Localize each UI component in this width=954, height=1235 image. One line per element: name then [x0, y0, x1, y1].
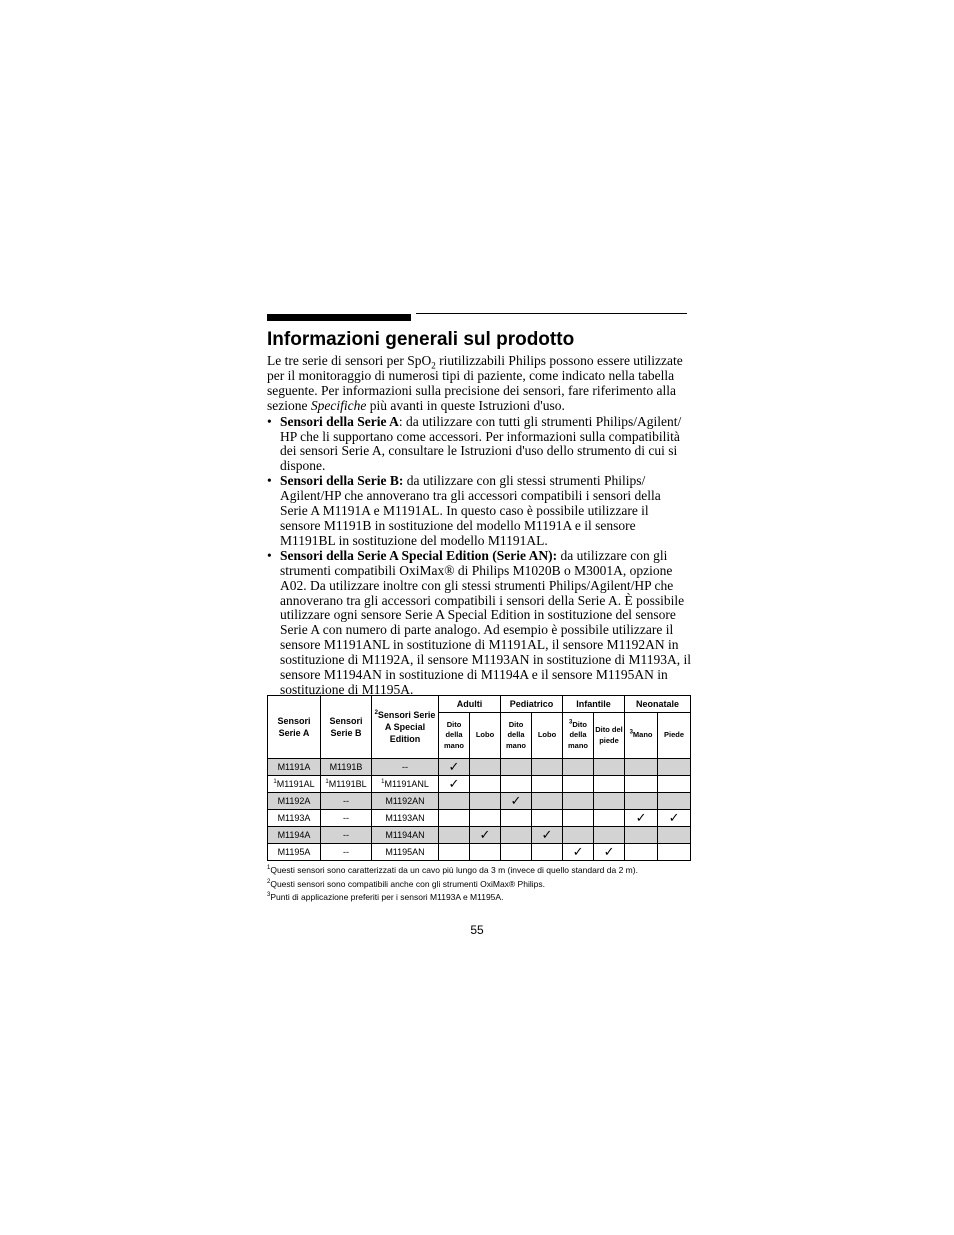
cell-site-1	[470, 810, 501, 827]
cell-site-4	[563, 759, 594, 776]
table-row	[268, 827, 691, 844]
cell-site-2	[501, 844, 532, 861]
check-icon: ✓	[448, 776, 460, 791]
cell-site-1	[470, 759, 501, 776]
page-title: Informazioni generali sul prodotto	[267, 329, 575, 350]
cell-series-an: --	[372, 759, 439, 776]
header-group-pediatrico: Pediatrico	[501, 696, 563, 713]
cell-site-1	[470, 793, 501, 810]
cell-site-0	[439, 810, 470, 827]
cell-site-0	[439, 759, 470, 776]
header-subcolumn-4: $^3$Dito della mano	[563, 713, 594, 759]
header-subcolumn-6: $^3$Mano	[625, 713, 658, 759]
sensor-compatibility-table	[267, 695, 691, 861]
cell-site-3	[532, 759, 563, 776]
table-row	[268, 759, 691, 776]
cell-series-b: M1191B	[321, 759, 372, 776]
cell-site-6	[625, 793, 658, 810]
header-subcolumn-0: Dito della mano	[439, 713, 470, 759]
cell-site-0	[439, 844, 470, 861]
check-icon: ✓	[668, 810, 680, 825]
cell-series-a: M1194A	[268, 827, 321, 844]
cell-site-0	[439, 776, 470, 793]
cell-site-7	[658, 827, 691, 844]
cell-series-b: --	[321, 810, 372, 827]
cell-site-7	[658, 844, 691, 861]
cell-series-b: --	[321, 793, 372, 810]
cell-series-a: $^1$M1191AL	[268, 776, 321, 793]
cell-site-2	[501, 827, 532, 844]
cell-site-5	[594, 810, 625, 827]
table-body	[268, 759, 691, 861]
table-row	[268, 776, 691, 793]
cell-site-4	[563, 776, 594, 793]
cell-site-3	[532, 844, 563, 861]
cell-site-0	[439, 827, 470, 844]
header-subcolumn-3: Lobo	[532, 713, 563, 759]
cell-site-1	[470, 827, 501, 844]
cell-site-6	[625, 759, 658, 776]
cell-site-5	[594, 793, 625, 810]
body-text	[267, 354, 691, 698]
cell-site-2	[501, 793, 532, 810]
check-icon: ✓	[635, 810, 647, 825]
heading-rule-thick	[267, 314, 411, 321]
check-icon: ✓	[572, 844, 584, 859]
cell-site-7	[658, 776, 691, 793]
footnotes	[267, 864, 707, 905]
cell-site-4	[563, 810, 594, 827]
cell-site-2	[501, 759, 532, 776]
footnote: $^2$Questi sensori sono compatibili anche con gli strumenti OxiMax® Philips.	[267, 878, 545, 889]
check-icon: ✓	[541, 827, 553, 842]
header-subcolumn-2: Dito della mano	[501, 713, 532, 759]
intro-paragraph: Le tre serie di sensori per SpO$_2$ riutilizzabili Philips possono essere utilizzate per il monitoraggio di numerosi tipi di paziente, come indicato nella tabella seguente. Per informazioni sulla precisione dei sensori, fare riferimento alla sezione Specifiche più avanti in queste Istruzioni d'uso.	[267, 353, 683, 413]
header-subcolumn-1: Lobo	[470, 713, 501, 759]
table-row	[268, 810, 691, 827]
cell-series-b: --	[321, 827, 372, 844]
check-icon: ✓	[479, 827, 491, 842]
cell-site-5	[594, 827, 625, 844]
list-item: • Sensori della Serie A Special Edition (Serie AN): da utilizzare con gli strumenti compatibili OxiMax® di Philips M1020B o M3001A, opzione A02. Da utilizzare inoltre con gli stessi strumenti Philips/Agilent/HP che annoverano tra gli accessori compatibili i sensori della Serie A. È possibile utilizzare ogni sensore Serie A Special Edition in sostituzione del sensore Serie A con numero di parte analogo. Ad esempio è possibile utilizzare il sensore M1191ANL in sostituzione di M1191AL, il sensore M1192AN in sostituzione di M1192A, il sensore M1193AN in sostituzione di M1193A, il sensore M1194AN in sostituzione di M1194A e il sensore M1195AN in sostituzione di M1195A.	[267, 549, 691, 698]
cell-site-2	[501, 776, 532, 793]
cell-site-5	[594, 776, 625, 793]
check-icon: ✓	[510, 793, 522, 808]
header-subcolumn-7: Piede	[658, 713, 691, 759]
cell-series-a: M1191A	[268, 759, 321, 776]
header-subcolumn-5: Dito del piede	[594, 713, 625, 759]
table-row	[268, 793, 691, 810]
footnote: $^3$Punti di applicazione preferiti per i sensori M1193A e M1195A.	[267, 892, 504, 902]
cell-site-6	[625, 776, 658, 793]
cell-site-7	[658, 759, 691, 776]
cell-series-a: M1192A	[268, 793, 321, 810]
cell-site-5	[594, 759, 625, 776]
check-icon: ✓	[603, 844, 615, 859]
cell-site-7	[658, 793, 691, 810]
cell-site-6	[625, 810, 658, 827]
footnote: $^1$Questi sensori sono caratterizzati da un cavo più lungo da 3 m (invece di quello standard da 2 m).	[267, 865, 638, 875]
heading-rule-thin	[416, 313, 687, 314]
page-number: 55	[470, 923, 484, 937]
cell-series-an: $^1$M1191ANL	[372, 776, 439, 793]
cell-series-a: M1195A	[268, 844, 321, 861]
cell-series-b: $^1$M1191BL	[321, 776, 372, 793]
cell-site-4	[563, 793, 594, 810]
cell-site-1	[470, 776, 501, 793]
header-group-infantile: Infantile	[563, 696, 625, 713]
cell-site-4	[563, 844, 594, 861]
table-row	[268, 844, 691, 861]
cell-site-4	[563, 827, 594, 844]
cell-series-a: M1193A	[268, 810, 321, 827]
header-group-neonatale: Neonatale	[625, 696, 691, 713]
header-group-adulti: Adulti	[439, 696, 501, 713]
cell-site-1	[470, 844, 501, 861]
cell-series-an: M1194AN	[372, 827, 439, 844]
cell-site-3	[532, 810, 563, 827]
cell-site-6	[625, 844, 658, 861]
cell-series-an: M1192AN	[372, 793, 439, 810]
list-item: • Sensori della Serie A: da utilizzare con tutti gli strumenti Philips/Agilent/ HP che li supportano come accessori. Per informazioni sulla compatibilità dei sensori Serie A, consultare le Istruzioni d'uso dello strumento di cui si dispone.	[267, 415, 691, 475]
list-item: • Sensori della Serie B: da utilizzare con gli stessi strumenti Philips/ Agilent/HP che annoverano tra gli accessori compatibili i sensori della Serie A M1191A e M1191AL. In questo caso è possibile utilizzare il sensore M1191B in sostituzione del modello M1191A e il sensore M1191BL in sostituzione del modello M1191AL.	[267, 474, 691, 549]
header-series-a: Sensori Serie A	[268, 696, 321, 759]
cell-site-2	[501, 810, 532, 827]
header-series-b: Sensori Serie B	[321, 696, 372, 759]
cell-series-an: M1193AN	[372, 810, 439, 827]
cell-site-3	[532, 827, 563, 844]
cell-series-an: M1195AN	[372, 844, 439, 861]
header-series-an: $^2$Sensori Serie A Special Edition	[372, 696, 439, 759]
cell-site-3	[532, 776, 563, 793]
sensor-series-list	[267, 415, 691, 698]
cell-site-0	[439, 793, 470, 810]
cell-site-5	[594, 844, 625, 861]
cell-site-3	[532, 793, 563, 810]
cell-site-6	[625, 827, 658, 844]
cell-site-7	[658, 810, 691, 827]
check-icon: ✓	[448, 759, 460, 774]
cell-series-b: --	[321, 844, 372, 861]
